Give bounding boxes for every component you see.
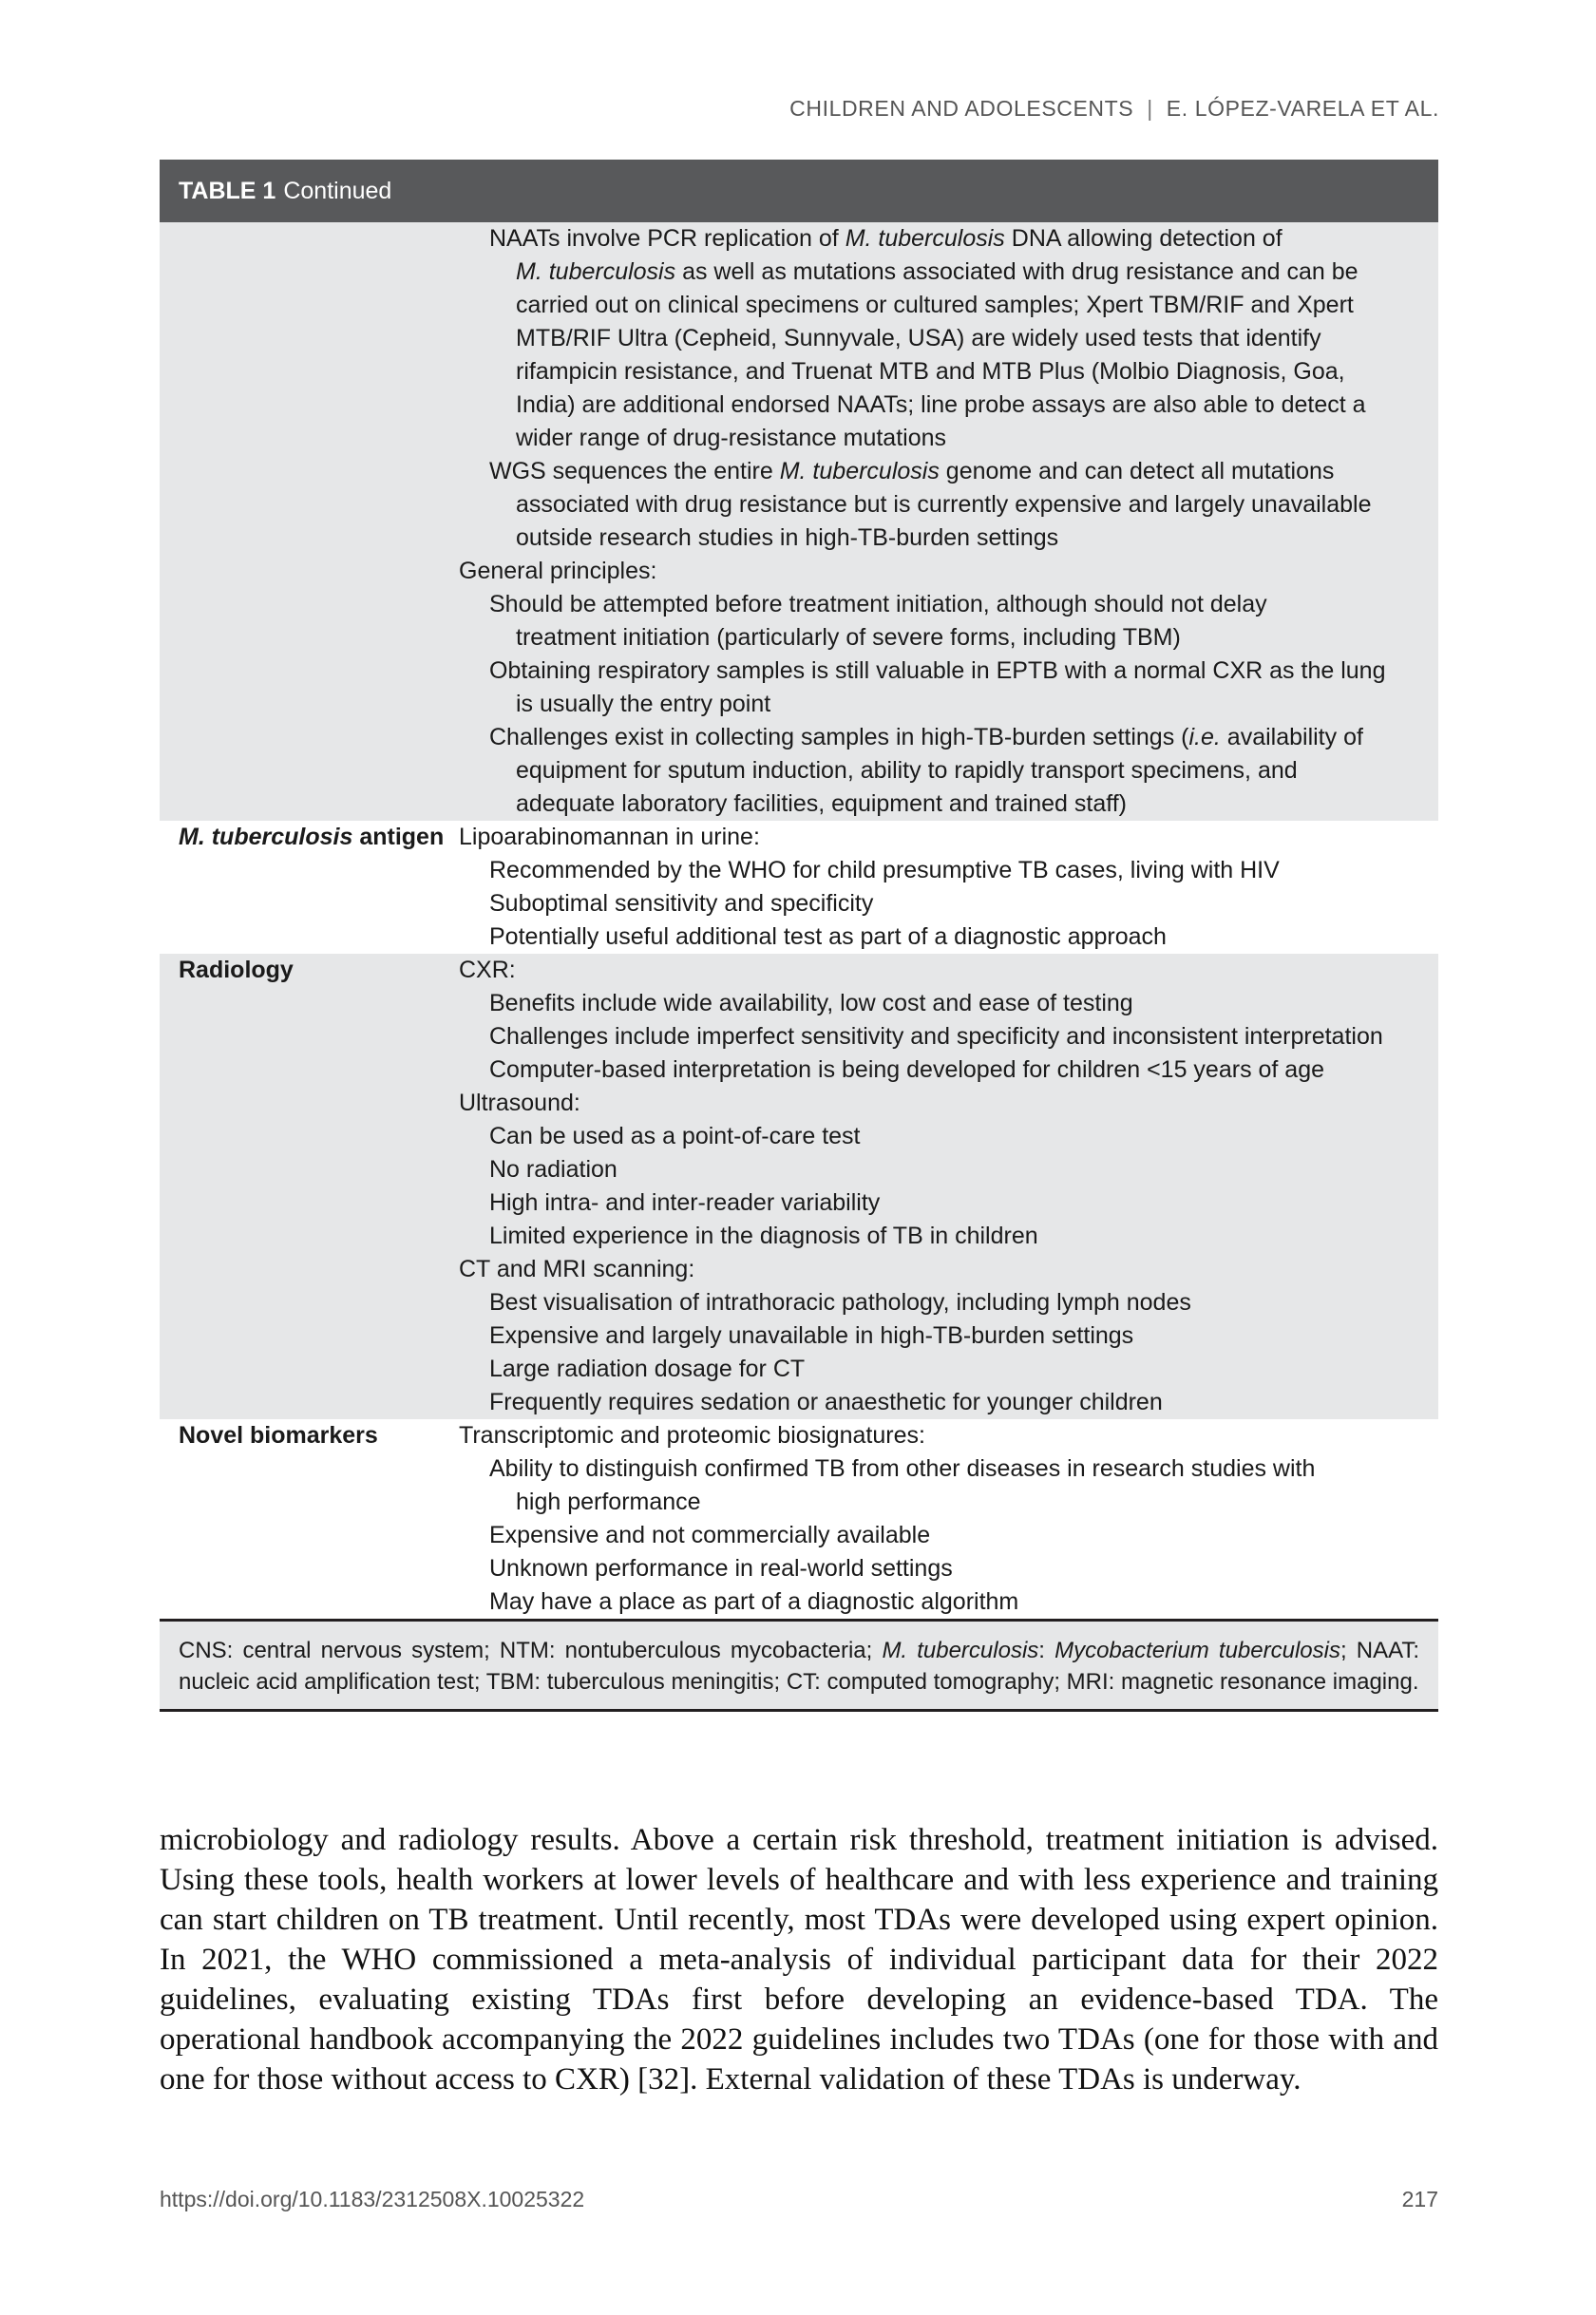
table-cell-line: May have a place as part of a diagnostic algorithm bbox=[489, 1588, 1019, 1615]
table-cell-line: Benefits include wide availability, low cost and ease of testing bbox=[489, 990, 1133, 1016]
table-continued-label: Continued bbox=[283, 177, 392, 204]
row-content bbox=[459, 954, 1438, 1419]
table-row-radiology bbox=[160, 954, 1438, 1419]
running-header bbox=[160, 96, 1439, 122]
table-cell-line: carried out on clinical specimens or cultured samples; Xpert TBM/RIF and Xpert bbox=[516, 292, 1354, 318]
table-cell-line: CT and MRI scanning: bbox=[459, 1256, 695, 1282]
table-cell-line: CXR: bbox=[459, 957, 516, 983]
table-cell-line: Frequently requires sedation or anaesthetic for younger children bbox=[489, 1389, 1163, 1415]
table-cell-line: rifampicin resistance, and Truenat MTB and MTB Plus (Molbio Diagnosis, Goa, bbox=[516, 358, 1345, 385]
table-footnote: CNS: central nervous system; NTM: nontuberculous mycobacteria; M. tuberculosis: Mycobacterium tuberculosis; NAAT: nucleic acid amplification test; TBM: tuberculous meningitis; CT: computed tomography; MRI: magnetic resonance imaging. bbox=[160, 1622, 1438, 1712]
table-cell-line: Expensive and largely unavailable in high-TB-burden settings bbox=[489, 1322, 1134, 1349]
table-cell-line: WGS sequences the entire M. tuberculosis genome and can detect all mutations bbox=[489, 458, 1335, 484]
table-1 bbox=[160, 160, 1438, 1712]
row-content bbox=[459, 1419, 1438, 1619]
table-cell-line: wider range of drug-resistance mutations bbox=[516, 425, 947, 451]
table-cell-line: Ultrasound: bbox=[459, 1090, 580, 1116]
row-label-antigen-rest: antigen bbox=[352, 824, 445, 850]
row-label-antigen bbox=[160, 821, 459, 954]
table-cell-line: NAATs involve PCR replication of M. tuberculosis DNA allowing detection of bbox=[489, 225, 1282, 252]
table-row-microbiology-continued bbox=[160, 222, 1438, 821]
table-cell-line: equipment for sputum induction, ability to rapidly transport specimens, and bbox=[516, 757, 1298, 784]
table-cell-line: Best visualisation of intrathoracic pathology, including lymph nodes bbox=[489, 1289, 1191, 1316]
table-title-bar bbox=[160, 160, 1438, 222]
table-cell-line: India) are additional endorsed NAATs; line probe assays are also able to detect a bbox=[516, 391, 1366, 418]
table-cell-line: outside research studies in high-TB-burden settings bbox=[516, 524, 1059, 551]
table-cell-line: Recommended by the WHO for child presumptive TB cases, living with HIV bbox=[489, 857, 1280, 883]
table-number: TABLE 1 bbox=[179, 177, 276, 204]
doi-link[interactable]: https://doi.org/10.1183/2312508X.10025322 bbox=[160, 2187, 585, 2211]
table-cell-line: No radiation bbox=[489, 1156, 618, 1183]
table-cell-line: M. tuberculosis as well as mutations associated with drug resistance and can be bbox=[516, 258, 1358, 285]
table-cell-line: Suboptimal sensitivity and specificity bbox=[489, 890, 874, 917]
page-number: 217 bbox=[1401, 2187, 1438, 2211]
table-cell-line: Transcriptomic and proteomic biosignatures: bbox=[459, 1422, 925, 1449]
table-cell-line: Should be attempted before treatment initiation, although should not delay bbox=[489, 591, 1267, 617]
header-authors: E. LÓPEZ-VARELA ET AL. bbox=[1166, 96, 1439, 121]
table-cell-line: Limited experience in the diagnosis of TB in children bbox=[489, 1223, 1038, 1249]
page-footer bbox=[160, 2187, 1438, 2212]
table-cell-line: Challenges include imperfect sensitivity and specificity and inconsistent interpretation bbox=[489, 1023, 1383, 1050]
table-cell-line: Large radiation dosage for CT bbox=[489, 1356, 806, 1382]
table-cell-line: adequate laboratory facilities, equipment and trained staff) bbox=[516, 790, 1127, 817]
table-cell-line: treatment initiation (particularly of severe forms, including TBM) bbox=[516, 624, 1181, 651]
table-row-antigen bbox=[160, 821, 1438, 954]
row-label-radiology: Radiology bbox=[179, 957, 294, 983]
table-cell-line: Ability to distinguish confirmed TB from other diseases in research studies with bbox=[489, 1455, 1316, 1482]
table-cell-line: Challenges exist in collecting samples in high-TB-burden settings (i.e. availability of bbox=[489, 724, 1363, 750]
table-cell-line: Can be used as a point-of-care test bbox=[489, 1123, 861, 1149]
row-content bbox=[459, 222, 1438, 821]
table-cell-line: Potentially useful additional test as part of a diagnostic approach bbox=[489, 923, 1167, 950]
table-cell-line: Expensive and not commercially available bbox=[489, 1522, 931, 1548]
table-cell-line: General principles: bbox=[459, 558, 657, 584]
table-cell-line: Lipoarabinomannan in urine: bbox=[459, 824, 760, 850]
row-label-antigen-italic: M. tuberculosis bbox=[179, 824, 353, 850]
row-label-biomarkers: Novel biomarkers bbox=[179, 1422, 378, 1449]
row-label-empty bbox=[160, 222, 459, 821]
table-cell-line: Unknown performance in real-world settings bbox=[489, 1555, 953, 1582]
table-cell-line: is usually the entry point bbox=[516, 691, 771, 717]
table-cell-line: associated with drug resistance but is currently expensive and largely unavailable bbox=[516, 491, 1372, 518]
table-cell-line: high performance bbox=[516, 1489, 701, 1515]
row-content bbox=[459, 821, 1438, 954]
table-cell-line: Obtaining respiratory samples is still valuable in EPTB with a normal CXR as the lung bbox=[489, 657, 1386, 684]
body-paragraph: microbiology and radiology results. Above a certain risk threshold, treatment initiation is advised. Using these tools, health workers at lower levels of healthcare and with less experience and training can start children on TB treatment. Until recently, most TDAs were developed using expert opinion. In 2021, the WHO commissioned a meta-analysis of individual participant data for their 2022 guidelines, evaluating existing TDAs first before developing an evidence-based TDA. The operational handbook accompanying the 2022 guidelines includes two TDAs (one for those with and one for those without access to CXR) [32]. External validation of these TDAs is underway. bbox=[160, 1823, 1438, 2097]
table-cell-line: Computer-based interpretation is being developed for children <15 years of age bbox=[489, 1056, 1325, 1083]
table-cell-line: High intra- and inter-reader variability bbox=[489, 1189, 881, 1216]
table-cell-line: MTB/RIF Ultra (Cepheid, Sunnyvale, USA) are widely used tests that identify bbox=[516, 325, 1321, 351]
header-section: CHILDREN AND ADOLESCENTS bbox=[789, 96, 1134, 121]
table-row-biomarkers bbox=[160, 1419, 1438, 1619]
header-separator: | bbox=[1147, 96, 1153, 121]
